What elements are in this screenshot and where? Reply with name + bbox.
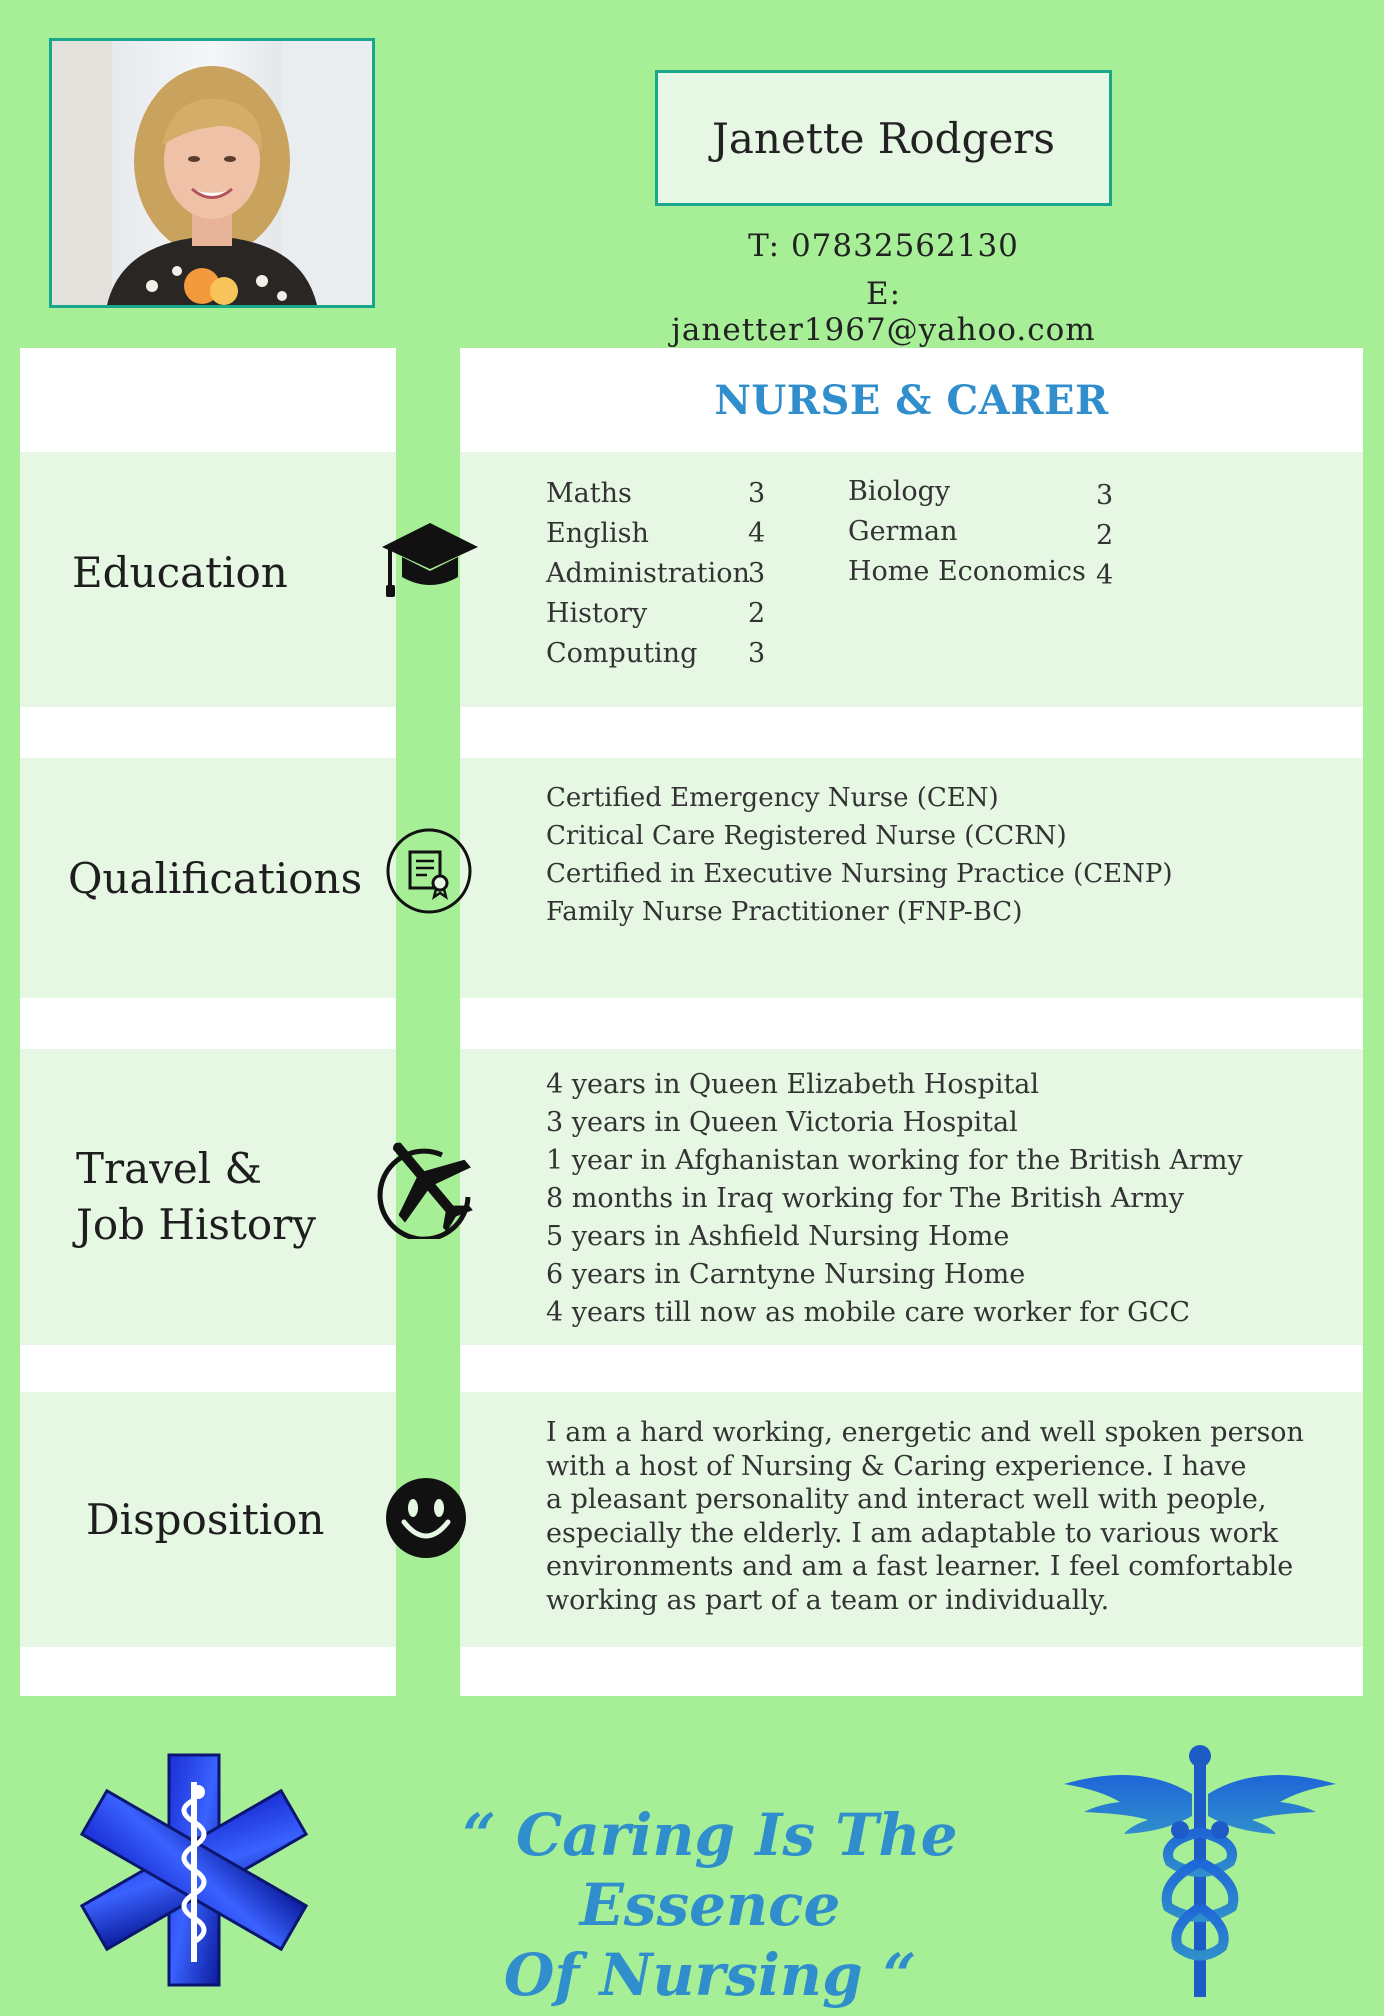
caduceus-icon (1060, 1742, 1340, 2004)
disposition-heading: Disposition (86, 1495, 325, 1544)
spacer (20, 707, 396, 758)
spacer (20, 1647, 396, 1696)
motto-quote (390, 1800, 1030, 2010)
certificate-icon (384, 826, 474, 916)
list-item: 4 years in Queen Elizabeth Hospital (546, 1069, 1040, 1100)
candidate-name: Janette Rodgers (712, 113, 1055, 163)
spacer (20, 1345, 396, 1392)
travel-heading (20, 1049, 396, 1345)
travel-heading-line2: Job History (76, 1200, 316, 1249)
list-item: 3 years in Queen Victoria Hospital (546, 1107, 1018, 1138)
spacer (460, 1345, 1363, 1392)
travel-heading-line1: Travel & (76, 1144, 262, 1193)
qualifications-heading: Qualifications (68, 853, 363, 903)
grade-row: Biology 3 (848, 476, 1114, 511)
spacer (20, 998, 396, 1049)
graduation-cap-icon (378, 515, 482, 605)
spacer (460, 998, 1363, 1049)
grade-row: Maths 3 (546, 478, 766, 509)
phone-number: T: 07832562130 (748, 228, 1019, 264)
list-item: Critical Care Registered Nurse (CCRN) (546, 821, 1067, 851)
list-item: 8 months in Iraq working for The British Army (546, 1183, 1185, 1214)
grade-row: Administration 3 (546, 558, 766, 589)
grade-row: History 2 (546, 598, 766, 629)
list-item: Family Nurse Practitioner (FNP-BC) (546, 897, 1023, 927)
airplane-icon (370, 1125, 480, 1240)
list-item: 4 years till now as mobile care worker for GCC (546, 1297, 1191, 1328)
list-item: Certified in Executive Nursing Practice (CENP) (546, 859, 1173, 889)
grade-row: Computing 3 (546, 638, 766, 669)
spacer (460, 707, 1363, 758)
email-address: E: janetter1967@yahoo.com (671, 276, 1096, 348)
qualifications-list (546, 779, 1172, 931)
grade-row: English 4 (546, 518, 766, 549)
list-item: Certified Emergency Nurse (CEN) (546, 783, 999, 813)
disposition-paragraph: I am a hard working, energetic and well spoken person with a host of Nursing & Caring experience. I have a pleasant personality and interact well with people, especially the elderly. I am adaptable to various work environments and am a fast learner. I feel comfortable working as part of a team or individually. (546, 1417, 1304, 1616)
list-item: 5 years in Ashfield Nursing Home (546, 1221, 1010, 1252)
name-box (655, 70, 1112, 206)
list-item: 6 years in Carntyne Nursing Home (546, 1259, 1026, 1290)
grade-row: German 2 (848, 516, 1114, 551)
education-heading: Education (72, 547, 288, 597)
spacer (460, 1647, 1363, 1696)
profile-photo (49, 38, 375, 308)
education-grades (546, 476, 1114, 698)
list-item: 1 year in Afghanistan working for the British Army (546, 1145, 1243, 1176)
quote-line1: “ Caring Is The Essence (462, 1801, 958, 1939)
job-history-list (546, 1066, 1243, 1332)
grade-row: Home Economics 4 (848, 556, 1114, 591)
left-title-spacer (20, 348, 396, 452)
quote-line2: Of Nursing “ (503, 1941, 917, 2009)
job-title: NURSE & CARER (460, 348, 1363, 452)
smiley-icon (380, 1472, 472, 1564)
star-of-life-icon (74, 1750, 314, 1990)
